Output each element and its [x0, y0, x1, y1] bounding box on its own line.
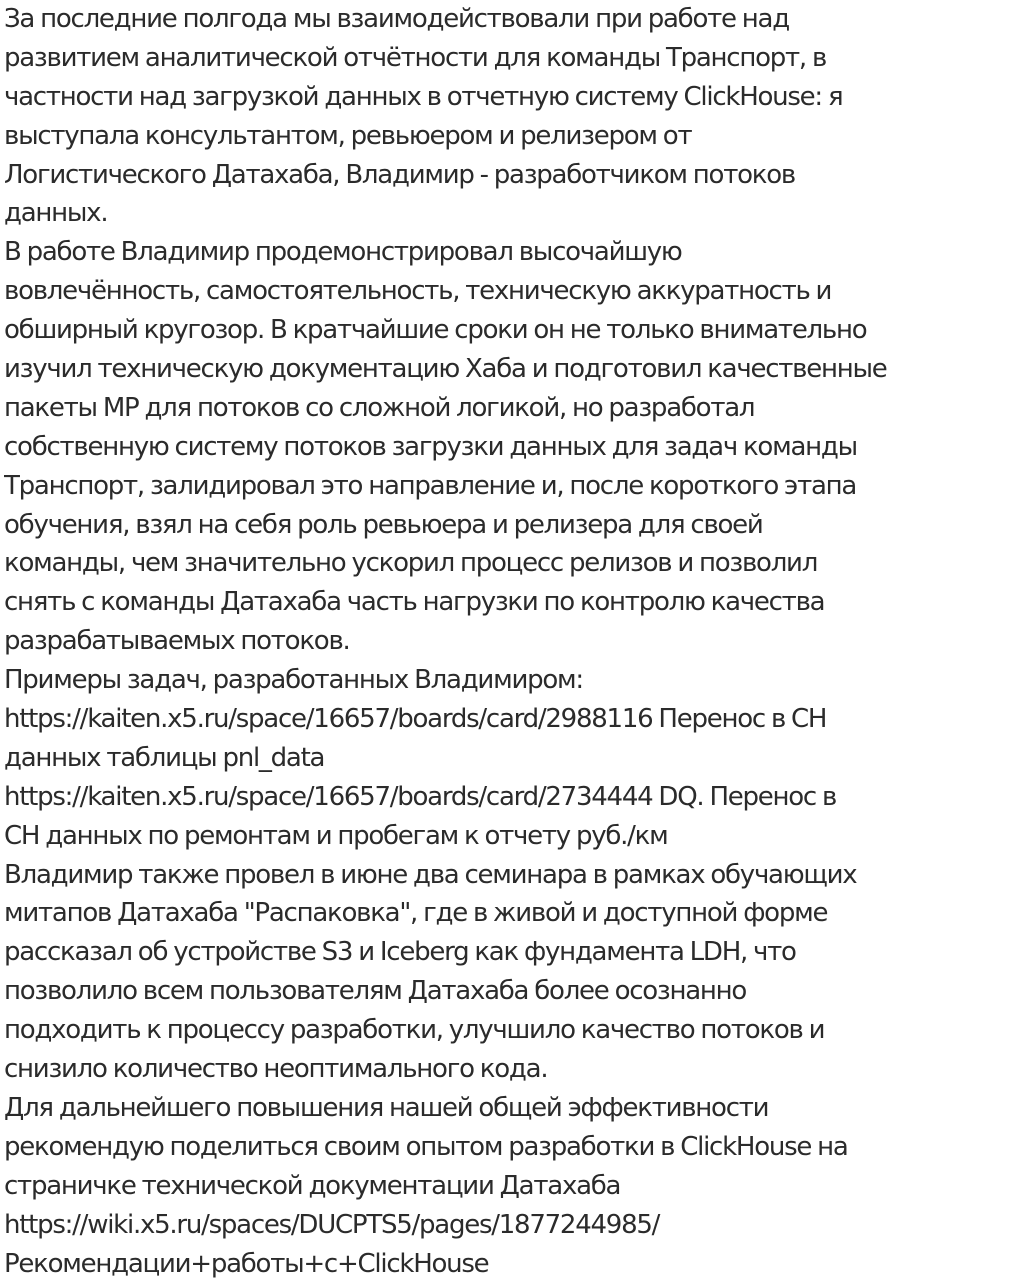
text-line: обширный кругозор. В кратчайшие сроки он не только внимательно: [4, 315, 867, 346]
text-line: подходить к процессу разработки, улучшило качество потоков и: [4, 1015, 825, 1046]
text-line: развитием аналитической отчётности для команды Транспорт, в: [4, 42, 827, 73]
text-line: снизило количество неоптимального кода.: [4, 1054, 548, 1085]
text-line: команды, чем значительно ускорил процесс релизов и позволил: [4, 548, 818, 579]
link-line: https://kaiten.x5.ru/space/16657/boards/card/2988116 Перенос в СН: [4, 704, 827, 735]
text-line: выступала консультантом, ревьюером и релизером от: [4, 120, 692, 151]
text-line: позволило всем пользователям Датахаба более осознанно: [4, 976, 747, 1007]
text-line: Примеры задач, разработанных Владимиром:: [4, 665, 583, 696]
document-text: [4, 0, 1029, 1280]
text-line: данных таблицы pnl_data: [4, 742, 325, 773]
text-line: Транспорт, залидировал это направление и, после короткого этапа: [4, 470, 857, 501]
text-line: собственную систему потоков загрузки данных для задач команды: [4, 431, 857, 462]
text-line: разрабатываемых потоков.: [4, 626, 350, 657]
link-line: Рекомендации+работы+с+ClickHouse: [4, 1248, 489, 1279]
text-line: данных.: [4, 198, 108, 229]
text-line: Владимир также провел в июне два семинара в рамках обучающих: [4, 859, 857, 890]
text-line: митапов Датахаба "Распаковка", где в живой и доступной форме: [4, 898, 828, 929]
text-line: снять с команды Датахаба часть нагрузки по контролю качества: [4, 587, 825, 618]
text-line: вовлечённость, самостоятельность, техническую аккуратность и: [4, 276, 832, 307]
text-line: обучения, взял на себя роль ревьюера и релизера для своей: [4, 509, 763, 540]
text-line: частности над загрузкой данных в отчетную систему ClickHouse: я: [4, 81, 843, 112]
text-line: пакеты МР для потоков со сложной логикой, но разработал: [4, 392, 755, 423]
text-line: изучил техническую документацию Хаба и подготовил качественные: [4, 354, 887, 385]
link-line: https://wiki.x5.ru/spaces/DUCPTS5/pages/1877244985/: [4, 1209, 660, 1240]
text-line: В работе Владимир продемонстрировал высочайшую: [4, 237, 682, 268]
text-line: рекомендую поделиться своим опытом разработки в ClickHouse на: [4, 1131, 848, 1162]
text-line: рассказал об устройстве S3 и Iceberg как фундамента LDH, что: [4, 937, 796, 968]
text-line: Для дальнейшего повышения нашей общей эффективности: [4, 1092, 769, 1123]
text-line: За последние полгода мы взаимодействовали при работе над: [4, 4, 789, 34]
text-line: СН данных по ремонтам и пробегам к отчету руб./км: [4, 820, 668, 851]
text-line: Логистического Датахаба, Владимир - разработчиком потоков: [4, 159, 795, 190]
text-line: страничке технической документации Датахаба: [4, 1170, 621, 1201]
link-line: https://kaiten.x5.ru/space/16657/boards/card/2734444 DQ. Перенос в: [4, 781, 837, 812]
